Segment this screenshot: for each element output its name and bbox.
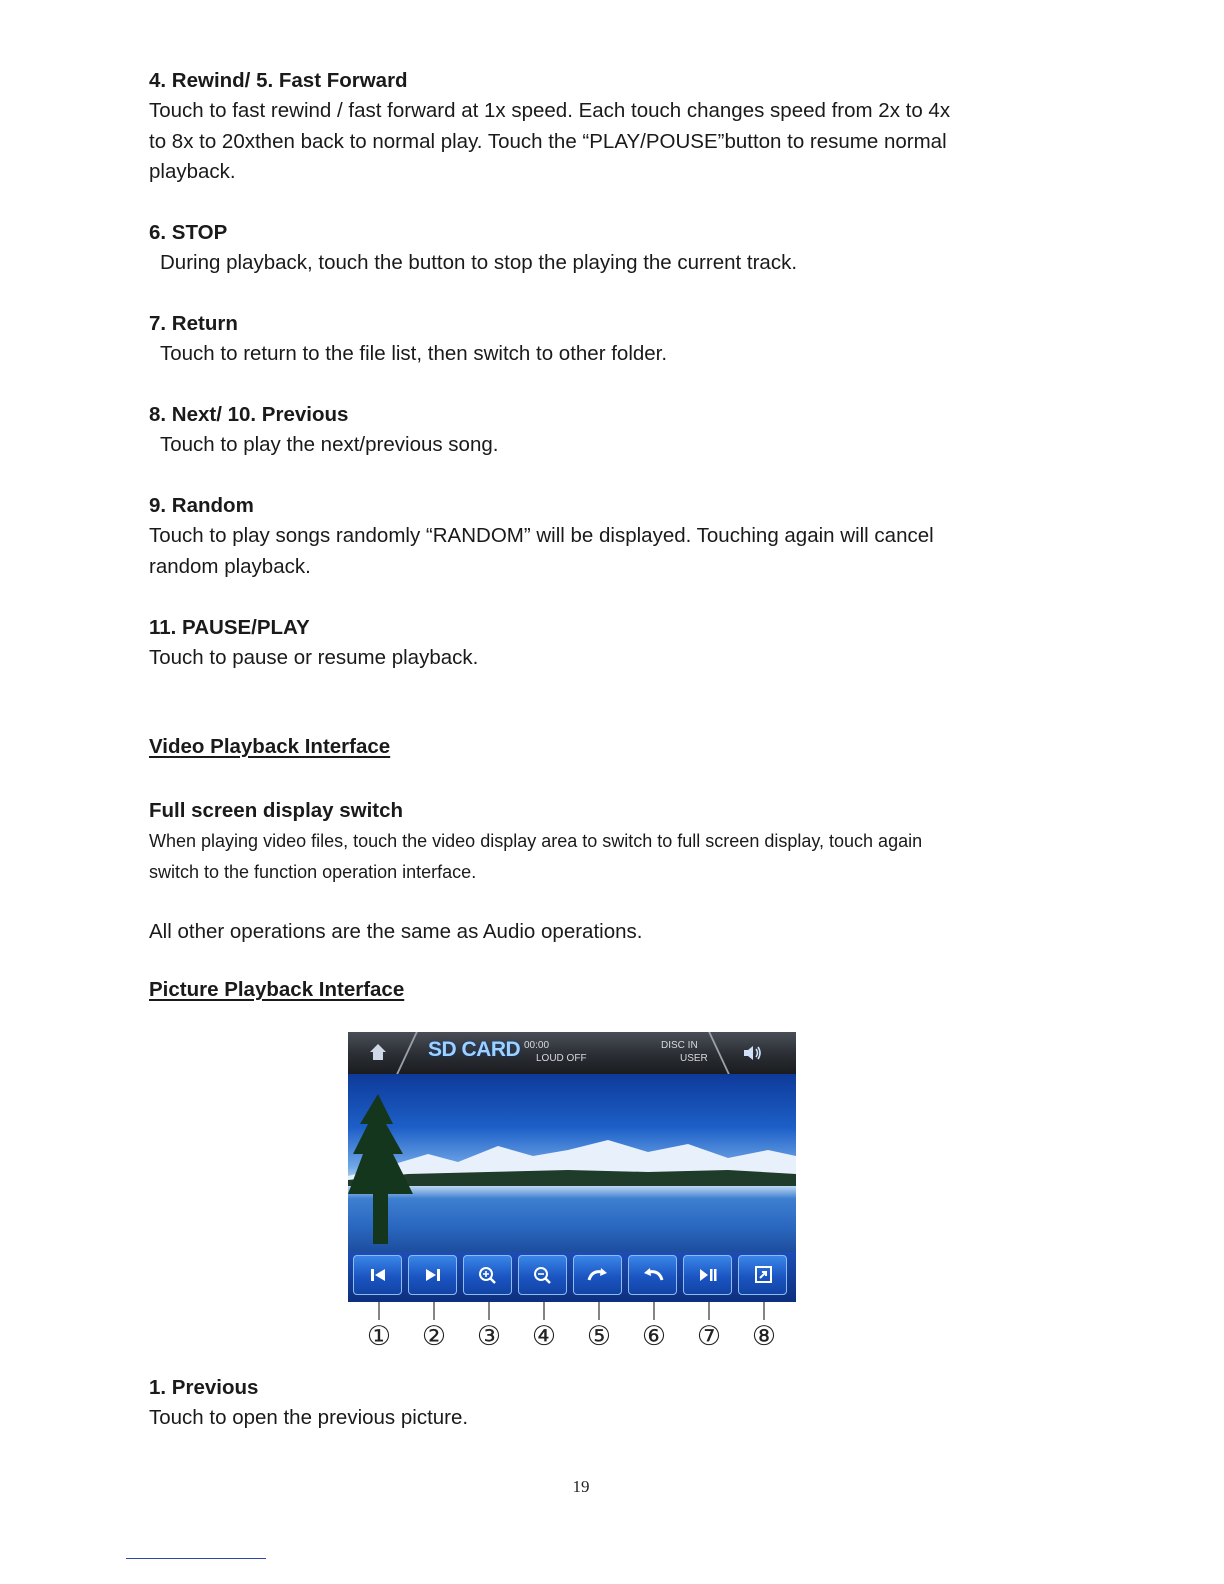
loud-status: LOUD OFF (536, 1053, 587, 1064)
callout-2: ② (421, 1321, 447, 1352)
section-heading: 11. PAUSE/PLAY (149, 616, 310, 639)
body-line: Touch to play songs randomly “RANDOM” will be displayed. Touching again will cancel (149, 524, 934, 547)
time-readout: 00:00 (524, 1040, 550, 1051)
status-bar (348, 1032, 796, 1074)
video-title (149, 735, 1029, 759)
section-heading: 9. Random (149, 494, 254, 517)
callout-5: ⑤ (586, 1321, 612, 1352)
section-random (149, 491, 1029, 582)
rotate-right-icon (584, 1264, 612, 1286)
callout-6: ⑥ (641, 1321, 667, 1352)
tree-image (348, 1094, 418, 1244)
body-line: When playing video files, touch the video display area to switch to full screen display, touch again (149, 831, 923, 851)
callout-lines (348, 1302, 796, 1354)
rotate-left-icon (639, 1264, 667, 1286)
section-title: Video Playback Interface (149, 735, 391, 758)
callout-3: ③ (476, 1321, 502, 1352)
divider (708, 1032, 730, 1074)
section-pause-play (149, 613, 1029, 674)
rotate-left-button[interactable] (628, 1255, 677, 1295)
section-heading: 4. Rewind/ 5. Fast Forward (149, 69, 408, 92)
body-line: All other operations are the same as Audio operations. (149, 920, 643, 943)
body-line: to 8x to 20xthen back to normal play. Touch the “PLAY/POUSE”button to resume normal (149, 129, 947, 153)
body-line: Touch to fast rewind / fast forward at 1x speed. Each touch changes speed from 2x to 4x (149, 99, 951, 122)
body-line: random playback. (149, 554, 311, 578)
divider (396, 1032, 418, 1074)
home-icon[interactable] (368, 1042, 388, 1062)
body-line: During playback, touch the button to stop the playing the current track. (160, 251, 798, 274)
callout-4: ④ (531, 1321, 557, 1352)
previous-button[interactable] (353, 1255, 402, 1295)
body-line: Touch to pause or resume playback. (149, 646, 479, 669)
speaker-icon[interactable] (742, 1043, 764, 1063)
body-line: Touch to return to the file list, then switch to other folder. (160, 342, 668, 365)
video-section (149, 796, 1029, 887)
page-number: 19 (572, 1477, 590, 1496)
zoom-in-button[interactable] (463, 1255, 512, 1295)
control-bar (348, 1252, 796, 1302)
callout-8: ⑧ (751, 1321, 777, 1352)
zoom-out-button[interactable] (518, 1255, 567, 1295)
rotate-right-button[interactable] (573, 1255, 622, 1295)
video-note (149, 917, 1029, 948)
sub-heading: Full screen display switch (149, 799, 404, 822)
section-heading: 1. Previous (149, 1376, 259, 1399)
return-button[interactable] (738, 1255, 787, 1295)
picture-title (149, 978, 1029, 1002)
previous-icon (364, 1264, 392, 1286)
body-line: Touch to play the next/previous song. (160, 433, 499, 456)
zoom-in-icon (474, 1264, 502, 1286)
user-status: USER (680, 1053, 708, 1064)
section-heading: 8. Next/ 10. Previous (149, 403, 349, 426)
source-label: SD CARD (428, 1038, 521, 1061)
section-stop (149, 218, 1029, 279)
next-icon (419, 1264, 447, 1286)
body-line: Touch to open the previous picture. (149, 1406, 469, 1429)
callout-1: ① (366, 1321, 392, 1352)
section-heading: 6. STOP (149, 221, 228, 244)
section-title: Picture Playback Interface (149, 978, 405, 1001)
section-heading: 7. Return (149, 312, 238, 335)
picture-playback-screenshot (348, 1032, 796, 1302)
callout-7: ⑦ (696, 1321, 722, 1352)
body-line: switch to the function operation interface. (149, 861, 477, 882)
section-next-previous (149, 400, 1029, 461)
next-button[interactable] (408, 1255, 457, 1295)
footer-rule (126, 1558, 266, 1559)
picture-display[interactable] (348, 1074, 796, 1252)
return-icon (749, 1264, 777, 1286)
play-pause-icon (694, 1264, 722, 1286)
zoom-out-icon (529, 1264, 557, 1286)
disc-status: DISC IN (661, 1040, 698, 1051)
play-pause-button[interactable] (683, 1255, 732, 1295)
section-return (149, 309, 1029, 370)
section-rewind-ff (149, 66, 1029, 188)
body-line: playback. (149, 160, 236, 183)
section-previous-picture (149, 1373, 1029, 1434)
